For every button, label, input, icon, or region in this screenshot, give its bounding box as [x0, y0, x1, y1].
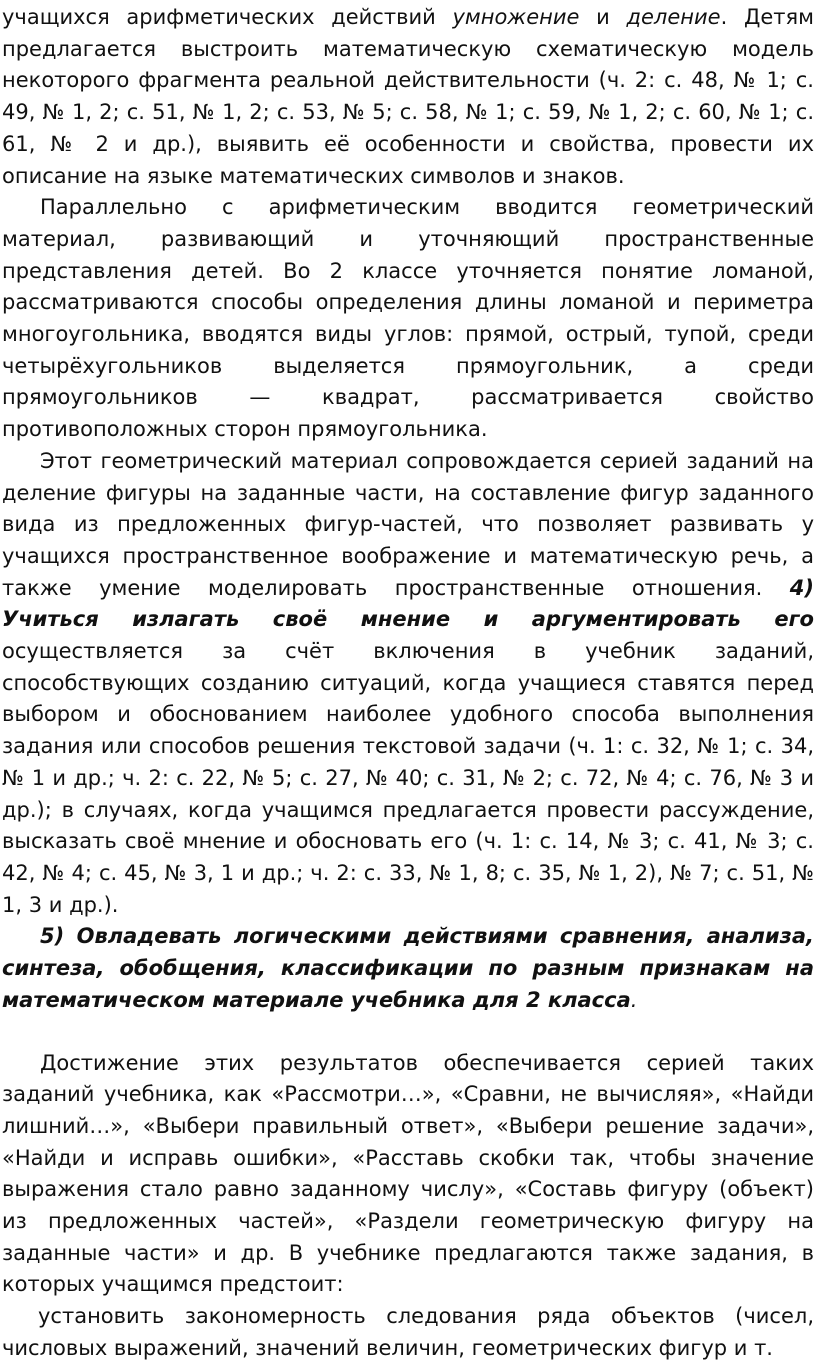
italic-term-division: деление: [626, 5, 721, 29]
paragraph-text: установить закономерность следования ряда объектов (чисел, числовых выражений, значений величин, геометрических фигур и т.: [2, 1304, 814, 1360]
goal-heading-4: 4) Учиться излагать своё мнение и аргументировать его: [2, 575, 814, 632]
paragraph-text: учащихся арифметических действий: [2, 5, 453, 29]
paragraph-geometric-material: [2, 192, 814, 446]
italic-term-multiplication: умножение: [452, 5, 580, 29]
paragraph-text: .: [630, 987, 638, 1012]
paragraph-goal-5: [2, 921, 814, 1016]
paragraph-text: Достижение этих результатов обеспечивается серией таких заданий учебника, как «Рассмотри…», «Сравни, не вычисляя», «Найди лишний…», «Выбери правильный ответ», «Выбери решение задачи», «Найди и исправь ошибки», «Расставь скобки так, чтобы значение выражения стало равно заданному числу», «Составь фигуру (объект) из предложенных частей», «Раздели геометрическую фигуру на заданные части» и др. В учебнике предлагаются также задания, в которых учащимся предстоит:: [2, 1050, 814, 1297]
paragraph-text: Параллельно с арифметическим вводится геометрический материал, развивающий и уточняющий пространственные представления детей. Во 2 классе уточняется понятие ломаной, рассматриваются способы определения длины ломаной и периметра многоугольника, вводятся виды углов: прямой, острый, тупой, среди четырёхугольников выделяется прямоугольник, а среди прямоугольников — квадрат, рассматривается свойство противоположных сторон прямоугольника.: [2, 195, 814, 442]
paragraph-geometric-tasks: [2, 446, 814, 922]
goal-heading-5: 5) Овладевать логическими действиями сравнения, анализа, синтеза, обобщения, классификации по разным признакам на математическом материале учебника для 2 класса: [2, 924, 814, 1012]
paragraph-text: и: [579, 5, 627, 29]
paragraph-gap: [2, 1017, 814, 1048]
paragraph-pattern-task: [2, 1301, 814, 1364]
paragraph-text: Этот геометрический материал сопровождается серией заданий на деление фигуры на заданные части, на составление фигур заданного вида из предложенных фигур-частей, что позволяет развивать у учащихся пространственное воображение и математическую речь, а также умение моделировать пространственные отношения.: [2, 448, 814, 600]
paragraph-text: . Детям предлагается выстроить математическую схематическую модель некоторого фрагмента реальной действительности (ч. 2: с. 48, № 1; с. 49, № 1, 2; с. 51, № 1, 2; с. 53, № 5; с. 58, № 1; с. 59, № 1, 2; с. 60, № 1; с. 61, № 2 и др.), выявить её особенности и свойства, провести их описание на языке математических символов и знаков.: [2, 5, 814, 188]
paragraph-text: осуществляется за счёт включения в учебник заданий, способствующих созданию ситуаций, когда учащиеся ставятся перед выбором и обоснованием наиболее удобного способа выполнения задания или способов решения текстовой задачи (ч. 1: с. 32, № 1; с. 34, № 1 и др.; ч. 2: с. 22, № 5; с. 27, № 40; с. 31, № 2; с. 72, № 4; с. 76, № 3 и др.); в случаях, когда учащимся предлагается провести рассуждение, высказать своё мнение и обосновать его (ч. 1: с. 14, № 3; с. 41, № 3; с. 42, № 4; с. 45, № 3, 1 и др.; ч. 2: с. 33, № 1, 8; с. 35, № 1, 2), № 7; с. 51, № 1, 3 и др.).: [2, 639, 814, 917]
paragraph-task-types: [2, 1048, 814, 1302]
paragraph-multiplication-division: [2, 2, 814, 192]
